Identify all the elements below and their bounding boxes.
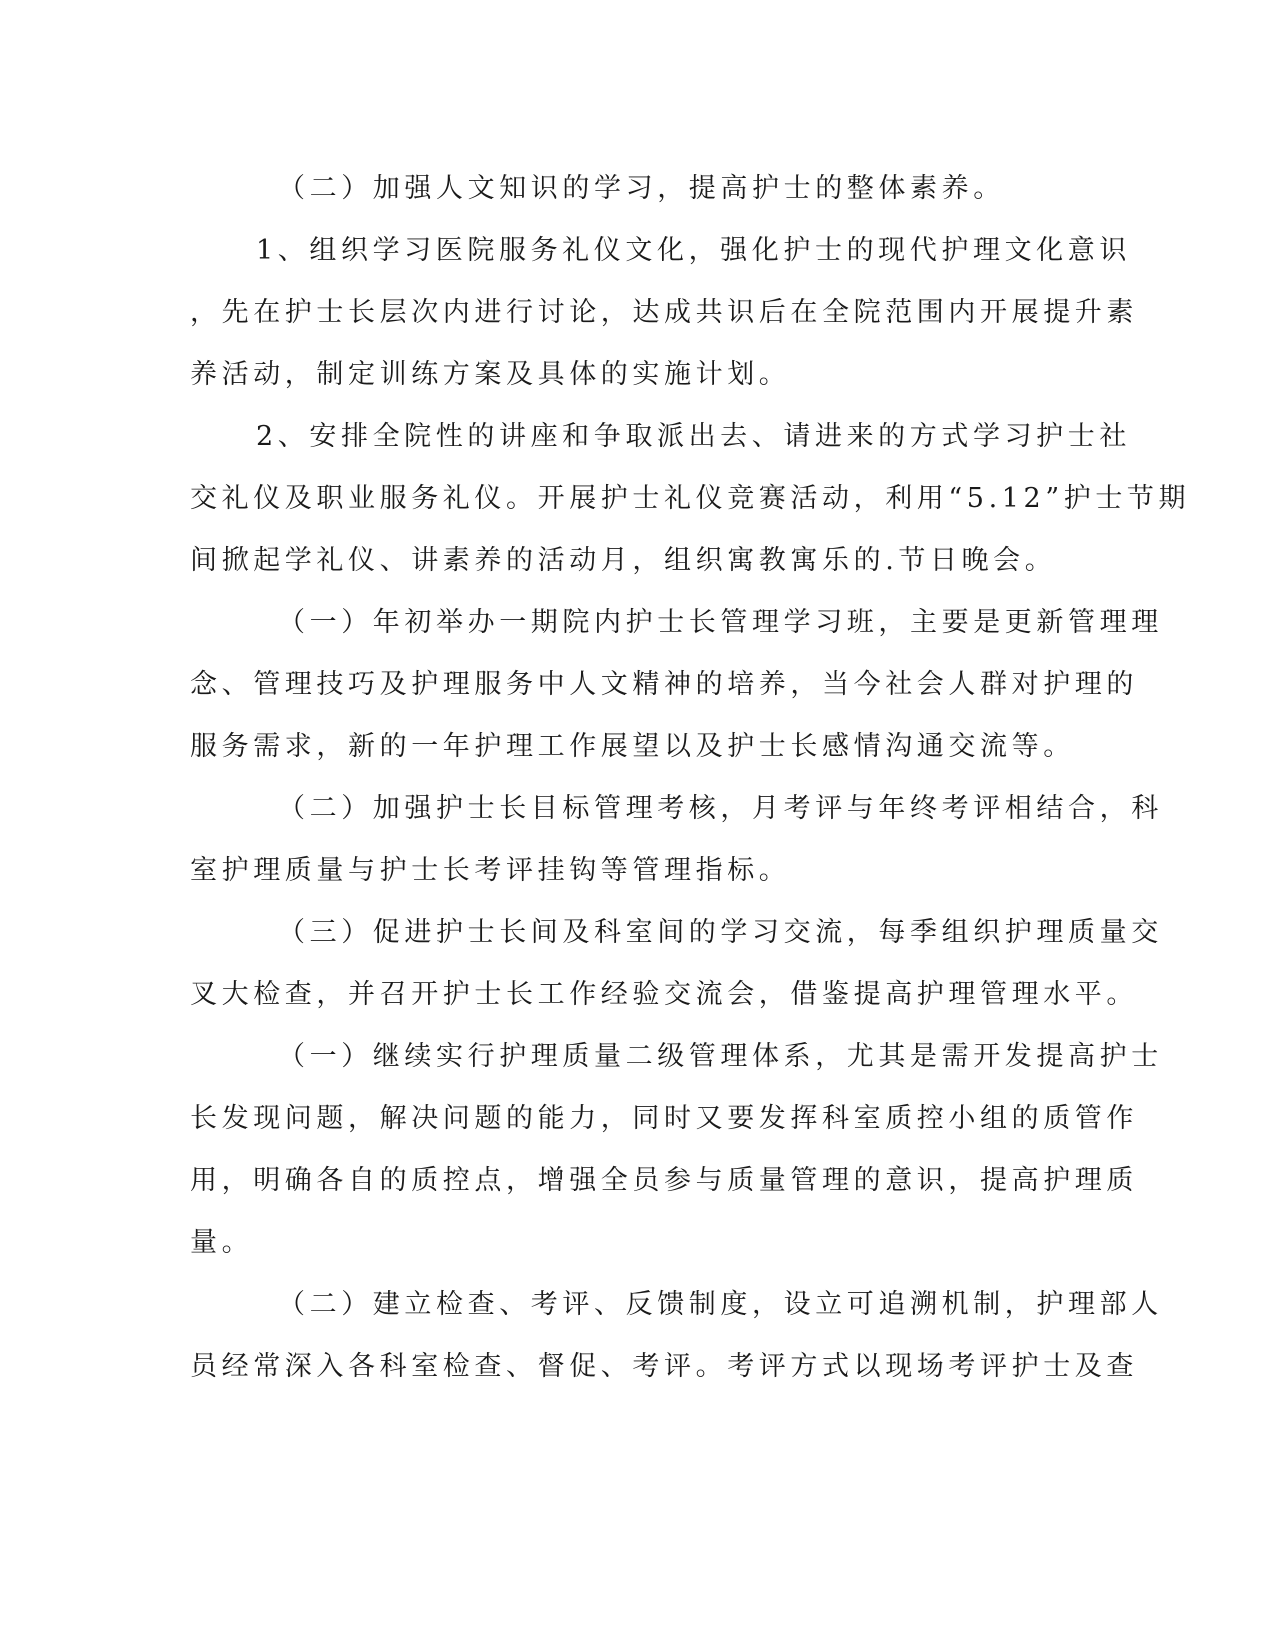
paragraph-line: 室护理质量与护士长考评挂钩等管理指标。 [190, 855, 791, 886]
paragraph-heading-line: （二）加强人文知识的学习，提高护士的整体素养。 [278, 173, 1005, 204]
paragraph-line: 长发现问题，解决问题的能力，同时又要发挥科室质控小组的质管作 [190, 1103, 1138, 1134]
paragraph-line: 间掀起学礼仪、讲素养的活动月，组织寓教寓乐的.节日晚会。 [190, 545, 1057, 576]
paragraph-line: 用，明确各自的质控点，增强全员参与质量管理的意识，提高护理质 [190, 1165, 1138, 1196]
paragraph-line: （二）建立检查、考评、反馈制度，设立可追溯机制，护理部人 [278, 1289, 1163, 1320]
paragraph-line: 念、管理技巧及护理服务中人文精神的培养，当今社会人群对护理的 [190, 669, 1138, 700]
paragraph-line: 服务需求，新的一年护理工作展望以及护士长感情沟通交流等。 [190, 731, 1075, 762]
paragraph-line: 1、组织学习医院服务礼仪文化，强化护士的现代护理文化意识 [256, 235, 1131, 266]
paragraph-line: 量。 [190, 1227, 254, 1258]
paragraph-line: 员经常深入各科室检查、督促、考评。考评方式以现场考评护士及查 [190, 1351, 1138, 1382]
paragraph-line: 养活动，制定训练方案及具体的实施计划。 [190, 359, 791, 390]
paragraph-line: 叉大检查，并召开护士长工作经验交流会，借鉴提高护理管理水平。 [190, 979, 1138, 1010]
paragraph-line: （二）加强护士长目标管理考核，月考评与年终考评相结合，科 [278, 793, 1163, 824]
paragraph-line: （三）促进护士长间及科室间的学习交流，每季组织护理质量交 [278, 917, 1163, 948]
paragraph-line: （一）继续实行护理质量二级管理体系，尤其是需开发提高护士 [278, 1041, 1163, 1072]
paragraph-line: ，先在护士长层次内进行讨论，达成共识后在全院范围内开展提升素 [190, 297, 1138, 328]
paragraph-line: 交礼仪及职业服务礼仪。开展护士礼仪竞赛活动，利用“5.12”护士节期 [190, 483, 1191, 514]
paragraph-line: 2、安排全院性的讲座和争取派出去、请进来的方式学习护士社 [256, 421, 1131, 452]
paragraph-line: （一）年初举办一期院内护士长管理学习班，主要是更新管理理 [278, 607, 1163, 638]
document-body [190, 158, 1191, 1398]
